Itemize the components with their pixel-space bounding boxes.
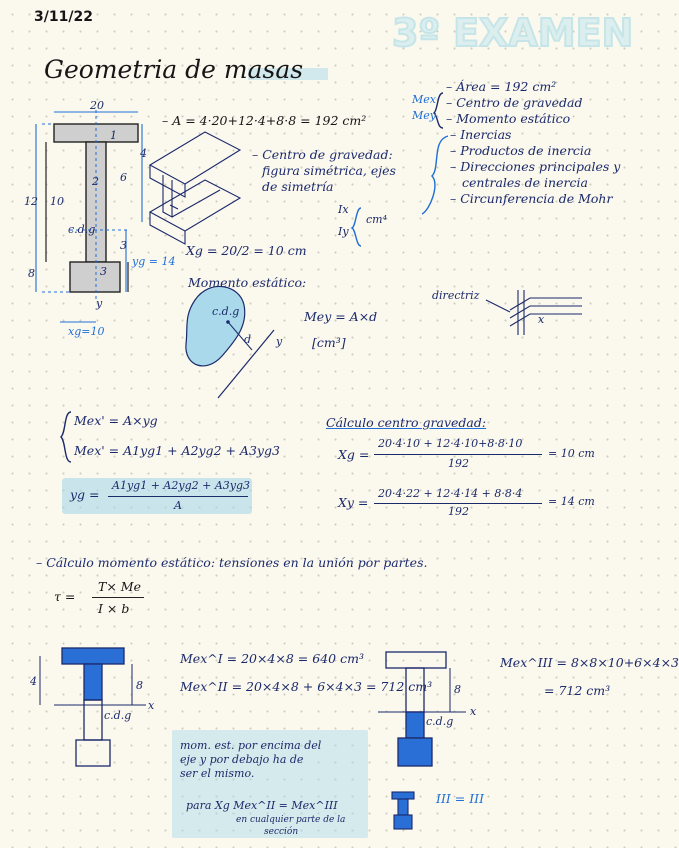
- calc-xg-lhs: Xg =: [338, 447, 370, 462]
- mey-equation: Mey = A×d: [304, 309, 378, 324]
- tau-den: I × b: [98, 601, 130, 616]
- page-title: Geometria de masas: [44, 55, 304, 84]
- mex-tag: Mex: [412, 93, 436, 106]
- mex-eq1: Mex' = A×yg: [74, 413, 158, 428]
- area-equation: – A = 4·20+12·4+8·8 = 192 cm²: [162, 113, 367, 128]
- fig3-dim8: 8: [454, 683, 461, 696]
- y-axis-label: y: [96, 297, 103, 310]
- blob-y: y: [276, 335, 283, 348]
- dim-4: 4: [140, 147, 147, 160]
- note-line2: eje y por debajo ha de: [180, 753, 304, 766]
- area-blob: [186, 286, 274, 398]
- momento-estatico-label: Momento estático:: [188, 275, 307, 290]
- t-section-bottom-shaded: [378, 652, 466, 766]
- exam-stamp: [392, 11, 633, 55]
- beam-3d-sketch: [150, 132, 240, 244]
- mey-tag: Mey: [412, 109, 436, 122]
- calc-xy-lhs: Xy =: [338, 495, 369, 510]
- part-1: 1: [110, 129, 117, 142]
- cdg-label: c.d.g: [68, 223, 96, 236]
- note-line3: ser el mismo.: [180, 767, 255, 780]
- topic-momento: – Momento estático: [446, 111, 571, 126]
- calc-xg-num: 20·4·10 + 12·4·10+8·8·10: [378, 437, 523, 450]
- topic-productos: – Productos de inercia: [450, 143, 592, 158]
- calc-xg-den: 192: [448, 457, 469, 470]
- directriz-label: directriz: [432, 289, 480, 302]
- calc-xg-bar: [374, 454, 542, 455]
- calc-xy-result: = 14 cm: [548, 495, 595, 508]
- date-label: 3/11/22: [34, 9, 93, 25]
- fig2-cdg: c.d.g: [104, 709, 132, 722]
- tau-num: T× Me: [98, 579, 141, 594]
- directriz-x: x: [538, 313, 545, 326]
- calc-xy-den: 192: [448, 505, 469, 518]
- dim-6: 6: [120, 171, 127, 184]
- centro-line1: – Centro de gravedad:: [252, 147, 393, 162]
- blob-d: d: [244, 333, 252, 346]
- fig3-cdg: c.d.g: [426, 715, 454, 728]
- mex-part2: Mex^II = 20×4×8 + 6×4×3 = 712 cm³: [180, 679, 433, 694]
- tau-bar: [92, 597, 144, 598]
- fig3-x: x: [470, 705, 477, 718]
- tau-lhs: τ =: [54, 589, 76, 604]
- mex-eq2: Mex' = A1yg1 + A2yg2 + A3yg3: [74, 443, 280, 458]
- fig2-dim4: 4: [30, 675, 37, 688]
- yg-label: yg = 14: [132, 255, 176, 268]
- calc-xy-num: 20·4·22 + 12·4·14 + 8·8·4: [378, 487, 523, 500]
- yg-lhs: yg =: [70, 487, 100, 502]
- blob-cdg: c.d.g: [212, 305, 240, 318]
- note-line4: para Xg Mex^II = Mex^III: [186, 799, 338, 812]
- topic-area: – Área = 192 cm²: [446, 79, 557, 94]
- note-line6: sección: [264, 827, 299, 837]
- mex-part1: Mex^I = 20×4×8 = 640 cm³: [180, 651, 364, 666]
- topic-direcciones: – Direcciones principales y: [450, 159, 621, 174]
- small-equation: III = III: [436, 791, 485, 806]
- iy-label: Iy: [338, 225, 349, 238]
- calc-xg-result: = 10 cm: [548, 447, 595, 460]
- fig2-dim8: 8: [136, 679, 143, 692]
- momento-line: – Cálculo momento estático: tensiones en la unión por partes.: [36, 555, 428, 570]
- note-line1: mom. est. por encima del: [180, 739, 322, 752]
- topic-inercias: – Inercias: [450, 127, 512, 142]
- yg-numerator: A1yg1 + A2yg2 + A3yg3: [112, 479, 251, 492]
- calc-xy-bar: [374, 503, 542, 504]
- mex-part3: Mex^III = 8×8×10+6×4×3: [500, 655, 679, 670]
- part-3: 3: [100, 265, 107, 278]
- centro-line3: de simetría: [262, 179, 334, 194]
- yg-denominator: A: [174, 499, 182, 512]
- t-section-top-shaded: [40, 648, 146, 766]
- dim-10: 10: [50, 195, 64, 208]
- ix-label: Ix: [338, 203, 349, 216]
- part-2: 2: [92, 175, 99, 188]
- mex-part3-result: = 712 cm³: [544, 683, 611, 698]
- centro-line2: figura simétrica, ejes: [262, 163, 396, 178]
- calc-title: Cálculo centro gravedad:: [326, 415, 487, 430]
- topic-centro: – Centro de gravedad: [446, 95, 583, 110]
- units-label: [cm³]: [312, 335, 346, 350]
- dim-8: 8: [28, 267, 35, 280]
- dim-20: 20: [90, 99, 104, 112]
- topic-centrales: centrales de inercia: [462, 175, 588, 190]
- dim-3: 3: [120, 239, 127, 252]
- xg-equation: Xg = 20/2 = 10 cm: [186, 243, 307, 258]
- topic-mohr: – Circunferencia de Mohr: [450, 191, 613, 206]
- xg-label: xg=10: [68, 325, 105, 338]
- yg-fraction-bar: [108, 496, 248, 497]
- fig2-x: x: [148, 699, 155, 712]
- note-line5: en cualquier parte de la: [236, 815, 346, 825]
- svg-text:3º EXAMEN: 3º EXAMEN: [392, 11, 634, 55]
- cm4-label: cm⁴: [366, 213, 388, 226]
- dim-12: 12: [24, 195, 38, 208]
